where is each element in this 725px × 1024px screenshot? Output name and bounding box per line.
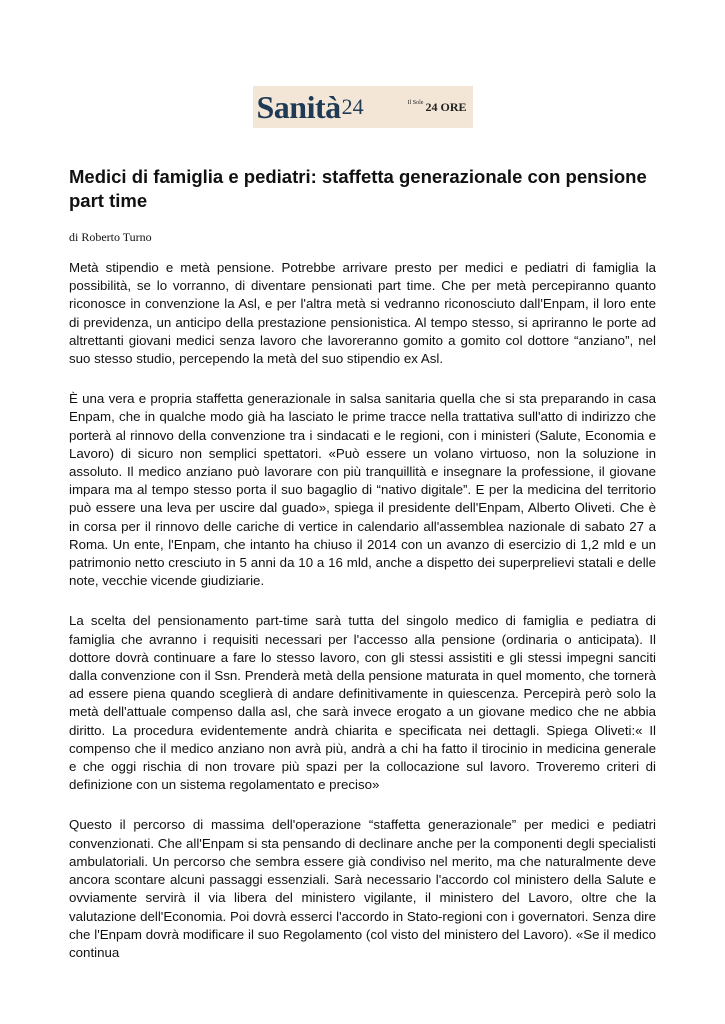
paragraph: La scelta del pensionamento part-time sarà tutta del singolo medico di famiglia e pediatra di famiglia che avranno i requisiti necessari per l'accesso alla pensione (ordinaria o anticipata). Il dottore dovrà continuare a fare lo stesso lavoro, con gli stessi assistiti e gli stessi impegni sanciti dalla convenzione con il Ssn. Prenderà metà della pensione maturata in quel momento, che tornerà ad essere piena quando sceglierà di andare definitivamente in quiescenza. Percepirà però solo la metà dell'attuale compenso dalla asl, che sarà invece erogato a un giovane medico che ne abbia diritto. La procedura evidentemente andrà chiarita e specificata nei dettagli. Spiega Oliveti:« Il compenso che il medico anziano non avrà più, andrà a chi ha fatto il tirocinio in medicina generale e che oggi rischia di non trovare più spazi per la collocazione sul lavoro. Troveremo criteri di definizione con un sistema regolamentato e preciso» xyxy=(69,613,656,793)
publisher-mark xyxy=(408,101,467,113)
logo-number: 24 xyxy=(341,94,364,119)
header xyxy=(69,0,656,128)
paragraph: È una vera e propria staffetta generazionale in salsa sanitaria quella che si sta preparando in casa Enpam, che in qualche modo già ha lasciato le prime tracce nella trattativa sull'atto di indirizzo che porterà al rinnovo della convenzione tra i sindacati e le regioni, con i ministeri (Salute, Economia e Lavoro) di sicuro non semplici spettatori. «Può essere un volano virtuoso, non la soluzione in assoluto. Il medico anziano può lavorare con più tranquillità e insegnare la professione, il giovane impara ma al tempo stesso porta il suo bagaglio di “nativo digitale”. E per la medicina del territorio può essere una leva per uscire dal guado», spiega il presidente dell'Enpam, Alberto Oliveti. Che è in corsa per il rinnovo delle cariche di vertice in calendario all'assemblea nazionale di sabato 27 a Roma. Un ente, l'Enpam, che intanto ha chiuso il 2014 con un avanzo di esercizio di 1,2 mld e un patrimonio netto cresciuto in 5 anni da 10 a 16 mld, anche a dispetto dei superprelievi statali e delle note, vecchie vicende giudiziarie. xyxy=(69,391,656,589)
paragraph: Metà stipendio e metà pensione. Potrebbe arrivare presto per medici e pediatri di famiglia la possibilità, se lo vorranno, di diventare pensionati part time. Che per metà percepiranno quanto riconosce in convenzione la Asl, e per l'altra metà si vedranno riconosciuto dall'Enpam, il loro ente di previdenza, un anticipo della prestazione pensionistica. Al tempo stesso, si apriranno le porte ad altrettanti giovani medici senza lavoro che lavoreranno gomito a gomito col dottore “anziano”, nel suo stesso studio, percependo la metà del suo stipendio ex Asl. xyxy=(69,260,656,367)
publisher-small: Il Sole xyxy=(407,100,424,106)
article-byline: di Roberto Turno xyxy=(69,230,152,244)
publisher-name: 24 ORE xyxy=(425,100,467,114)
paragraph: Questo il percorso di massima dell'operazione “staffetta generazionale” per medici e pediatri convenzionati. Che all'Enpam si sta pensando di declinare anche per la componenti degli specialisti ambulatoriali. Un percorso che sembra essere già condiviso nel merito, ma che naturalmente deve ancora scontare alcuni passaggi essenziali. Sarà necessario l'accordo col ministero della Salute e ovviamente servirà il via libera del ministero vigilante, il ministero del Lavoro, oltre che la valutazione dell'Economia. Poi dovrà esserci l'accordo in Stato-regioni con i governatori. Senza dire che l'Enpam dovrà modificare il suo Regolamento (col visto del ministero del Lavoro). «Se il medico continua xyxy=(69,817,656,960)
logo-brand: Sanità xyxy=(256,89,341,125)
article-body xyxy=(69,259,656,962)
article-title: Medici di famiglia e pediatri: staffetta generazionale con pensione part time xyxy=(69,166,647,211)
sanita24-logo xyxy=(253,86,473,128)
